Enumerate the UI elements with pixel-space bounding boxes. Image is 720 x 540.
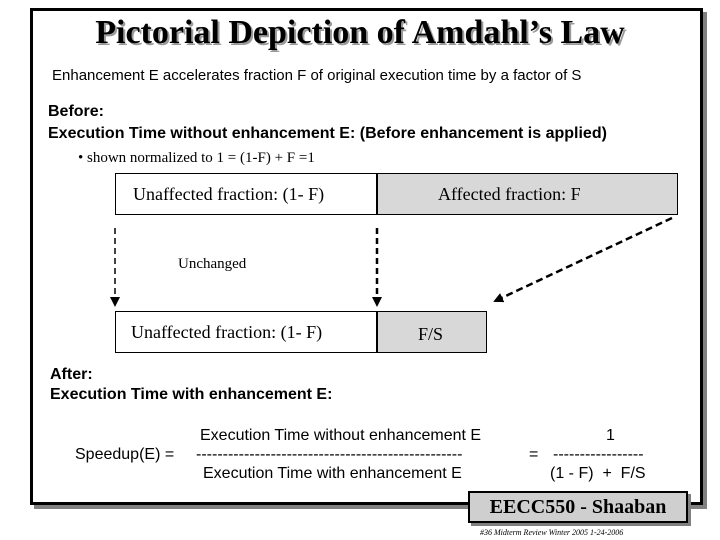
formula-fraction-bar: -------------------------------------------------- [196,446,463,463]
before-affected-label: Affected fraction: F [438,184,581,204]
slide-title: Pictorial Depiction of Amdahl’s Law [95,14,625,51]
after-scaled-label: F/S [418,324,444,344]
slide-footer: #36 Midterm Review Winter 2005 1-24-2006 [480,528,624,537]
before-unaffected-label: Unaffected fraction: (1- F) [133,184,325,204]
formula-right-denominator: (1 - F) + F/S [550,465,646,482]
formula-right-bar: ----------------- [553,446,644,463]
unchanged-label: Unchanged [178,256,247,272]
after-unaffected-label: Unaffected fraction: (1- F) [131,322,323,342]
after-description: Execution Time with enhancement E: [50,386,333,403]
formula-right-numerator: 1 [606,427,615,444]
formula-lhs: Speedup(E) = [75,446,175,463]
formula-denominator: Execution Time with enhancement E [203,465,462,482]
diagonal-dashed-arrow [495,218,672,301]
after-heading: After: [50,366,93,383]
before-heading: Before: [48,103,105,120]
slide-subtitle: Enhancement E accelerates fraction F of original execution time by a factor of S [52,67,582,84]
before-description: Execution Time without enhancement E: (Before enhancement is applied) [48,125,607,142]
formula-equals: = [529,446,539,463]
course-badge: EECC550 - Shaaban [468,491,688,523]
formula-numerator: Execution Time without enhancement E [200,427,482,444]
normalization-note: • shown normalized to 1 = (1-F) + F =1 [78,150,315,166]
